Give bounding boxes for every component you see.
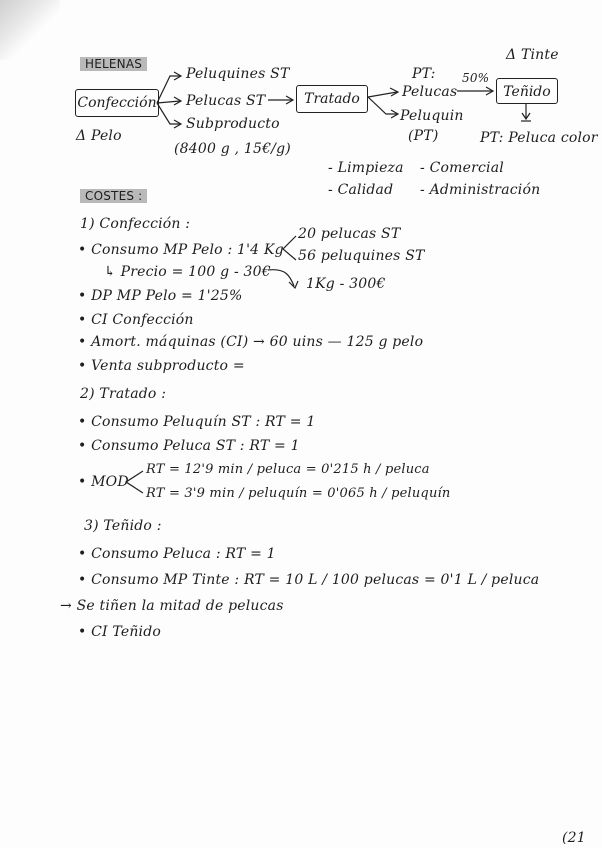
box-tenido: Teñido [496, 78, 558, 104]
pt-peluquin: Peluquin [400, 108, 464, 124]
dept-calidad: - Calidad [328, 182, 394, 198]
dept-administracion: - Administración [420, 182, 541, 198]
company-label-highlight [80, 56, 147, 72]
pt-label: PT: [412, 66, 436, 82]
output-pelucas-st: Pelucas ST [186, 93, 266, 109]
s3-ci-tenido: • CI Teñido [78, 624, 162, 640]
s2-mod: • MOD [78, 474, 129, 490]
page-number: (21 [562, 830, 586, 846]
s1-ci-confeccion: • CI Confección [78, 312, 194, 328]
s1-venta-subproducto: • Venta subproducto = [78, 358, 245, 374]
pt-peluquin-pt: (PT) [408, 128, 439, 144]
s1-brace-top: 20 pelucas ST [298, 226, 401, 242]
delta-pelo: Δ Pelo [76, 128, 122, 144]
section-3-title: 3) Teñido : [84, 518, 162, 534]
s3-consumo-peluca: • Consumo Peluca : RT = 1 [78, 546, 276, 562]
s1-dp-mp-pelo: • DP MP Pelo = 1'25% [78, 288, 243, 304]
costes-label-highlight [80, 188, 147, 204]
output-subproducto: Subproducto [186, 116, 280, 132]
section-1-title: 1) Confección : [80, 216, 191, 232]
pt-peluca-color: PT: Peluca color [480, 130, 598, 146]
s2-mod-rt-peluca: RT = 12'9 min / peluca = 0'215 h / peluca [146, 462, 430, 477]
dept-limpieza: - Limpieza [328, 160, 404, 176]
section-2-title: 2) Tratado : [80, 386, 167, 402]
percent-50: 50% [462, 71, 490, 85]
pt-pelucas: Pelucas [402, 84, 458, 100]
dept-comercial: - Comercial [420, 160, 504, 176]
box-confeccion: Confección [75, 89, 159, 117]
s2-mod-rt-peluquin: RT = 3'9 min / peluquín = 0'065 h / peluquín [146, 486, 451, 501]
s2-consumo-peluquin: • Consumo Peluquín ST : RT = 1 [78, 414, 316, 430]
s2-consumo-peluca: • Consumo Peluca ST : RT = 1 [78, 438, 300, 454]
subproducto-detail: (8400 g , 15€/g) [174, 141, 291, 157]
delta-tinte: Δ Tinte [506, 47, 559, 63]
output-peluquines-st: Peluquines ST [186, 66, 290, 82]
s1-price-kg: 1Kg - 300€ [306, 276, 386, 292]
s1-amort-maquinas: • Amort. máquinas (CI) → 60 uins — 125 g pelo [78, 334, 424, 350]
s3-mitad-pelucas: → Se tiñen la mitad de pelucas [60, 598, 284, 614]
s3-consumo-tinte: • Consumo MP Tinte : RT = 10 L / 100 pelucas = 0'1 L / peluca [78, 572, 540, 588]
s1-brace-bottom: 56 peluquines ST [298, 248, 425, 264]
box-tratado: Tratado [296, 85, 368, 113]
costes-label: COSTES : [80, 189, 147, 203]
company-label: HELENAS [80, 57, 147, 71]
s1-consumo-pelo: • Consumo MP Pelo : 1'4 Kg [78, 242, 284, 258]
s1-precio: ↳ Precio = 100 g - 30€ [104, 264, 271, 280]
